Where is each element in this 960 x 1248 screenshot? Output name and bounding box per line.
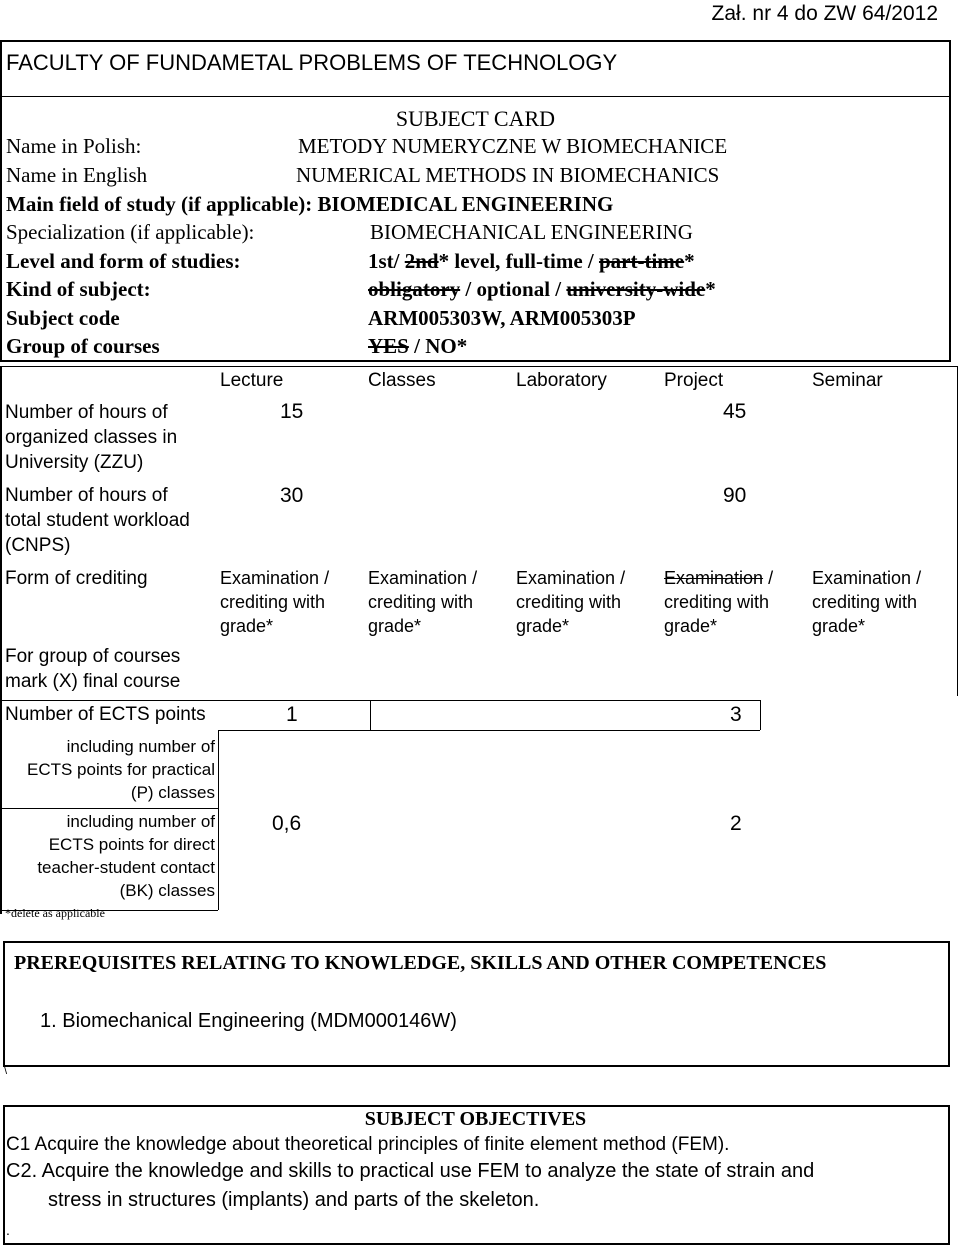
stray-backslash: \ bbox=[4, 1065, 8, 1077]
cnps-lecture-value: 30 bbox=[280, 484, 304, 507]
name-en-label: Name in English bbox=[6, 163, 148, 187]
zzu-project-value: 45 bbox=[723, 400, 747, 423]
col-project: Project bbox=[664, 370, 724, 391]
level-parttime-struck: part-time bbox=[598, 249, 685, 273]
practical-ects-label: including number of ECTS points for practical (P) classes bbox=[26, 737, 215, 802]
level-first: 1st/ bbox=[368, 249, 400, 273]
kind-value bbox=[368, 277, 716, 302]
kind-optional: / optional / bbox=[465, 277, 562, 301]
crediting-seminar: Examination / crediting with grade* bbox=[812, 568, 922, 636]
table-top-line bbox=[0, 366, 958, 367]
field-row bbox=[6, 192, 613, 217]
crediting-exam-struck: Examination bbox=[664, 568, 764, 588]
level-fulltime: * level, full-time / bbox=[438, 249, 594, 273]
level-asterisk: * bbox=[684, 249, 695, 273]
prerequisite-item: 1. Biomechanical Engineering (MDM000146W) bbox=[40, 1010, 457, 1032]
annex-label: Zał. nr 4 do ZW 64/2012 bbox=[711, 2, 938, 25]
spec-value: BIOMECHANICAL ENGINEERING bbox=[370, 220, 693, 244]
crediting-project: Examination / crediting with grade* bbox=[664, 568, 774, 636]
direct-project-value: 2 bbox=[730, 812, 742, 835]
kind-obligatory-struck: obligatory bbox=[368, 277, 461, 301]
name-en-value: NUMERICAL METHODS IN BIOMECHANICS bbox=[296, 163, 720, 187]
crediting-lecture: Examination / crediting with grade* bbox=[220, 568, 330, 636]
objective-c2-line1: C2. Acquire the knowledge and skills to practical use FEM to analyze the state of strain and bbox=[6, 1160, 815, 1182]
level-value bbox=[368, 249, 695, 274]
ects-top-line bbox=[0, 700, 760, 701]
table-label-divider bbox=[218, 730, 219, 910]
name-pl-label: Name in Polish: bbox=[6, 134, 142, 158]
footnote: *delete as applicable bbox=[5, 906, 105, 920]
table-left-border bbox=[0, 366, 2, 914]
crediting-classes: Examination / crediting with grade* bbox=[368, 568, 478, 636]
final-course-label: For group of courses mark (X) final course bbox=[5, 646, 181, 692]
objectives-trailing-dot: . bbox=[6, 1222, 10, 1238]
field-value: BIOMEDICAL ENGINEERING bbox=[317, 192, 614, 216]
kind-label: Kind of subject: bbox=[6, 277, 151, 301]
cnps-label: Number of hours of total student workload (CNPS) bbox=[5, 485, 190, 556]
col-classes: Classes bbox=[368, 370, 436, 391]
field-label: Main field of study (if applicable): bbox=[6, 192, 313, 216]
crediting-label: Form of crediting bbox=[5, 568, 148, 589]
cnps-project-value: 90 bbox=[723, 484, 747, 507]
prerequisites-title: PREREQUISITES RELATING TO KNOWLEDGE, SKILLS AND OTHER COMPETENCES bbox=[14, 952, 827, 974]
col-seminar: Seminar bbox=[812, 370, 883, 391]
group-no: / NO* bbox=[414, 334, 468, 358]
header-separator bbox=[0, 360, 951, 362]
zzu-label: Number of hours of organized classes in University (ZZU) bbox=[5, 402, 178, 473]
code-label: Subject code bbox=[6, 306, 120, 330]
spec-label: Specialization (if applicable): bbox=[6, 220, 255, 244]
crediting-laboratory: Examination / crediting with grade* bbox=[516, 568, 626, 636]
col-laboratory: Laboratory bbox=[516, 370, 607, 391]
code-value: ARM005303W, ARM005303P bbox=[368, 306, 636, 330]
ects-project-value: 3 bbox=[730, 703, 742, 726]
ects-lecture-value: 1 bbox=[286, 703, 298, 726]
table-right-border bbox=[957, 366, 958, 696]
zzu-lecture-value: 15 bbox=[280, 400, 304, 423]
group-value bbox=[368, 334, 467, 359]
kind-asterisk: * bbox=[705, 277, 716, 301]
ects-bottom-line bbox=[218, 730, 760, 731]
col-lecture: Lecture bbox=[220, 370, 284, 391]
direct-ects-label: including number of ECTS points for direct teacher-student contact (BK) classes bbox=[37, 812, 215, 900]
objectives-title: SUBJECT OBJECTIVES bbox=[364, 1108, 587, 1130]
level-label: Level and form of studies: bbox=[6, 249, 241, 273]
objective-c2-line2: stress in structures (implants) and parts of the skeleton. bbox=[48, 1189, 540, 1211]
group-label: Group of courses bbox=[6, 334, 160, 358]
name-pl-value: METODY NUMERYCZNE W BIOMECHANICE bbox=[298, 134, 728, 158]
faculty-name: FACULTY OF FUNDAMETAL PROBLEMS OF TECHNOLOGY bbox=[6, 50, 618, 75]
ects-divider bbox=[370, 700, 371, 730]
ects-right-border bbox=[760, 700, 761, 730]
level-second-struck: 2nd bbox=[404, 249, 439, 273]
kind-university-wide-struck: university-wide bbox=[566, 277, 706, 301]
card-title: SUBJECT CARD bbox=[395, 106, 556, 131]
ects-label: Number of ECTS points bbox=[5, 704, 206, 725]
direct-lecture-value: 0,6 bbox=[272, 812, 302, 835]
objective-c1: C1 Acquire the knowledge about theoretical principles of finite element method (FEM). bbox=[6, 1134, 730, 1155]
group-yes-struck: YES bbox=[368, 334, 409, 358]
